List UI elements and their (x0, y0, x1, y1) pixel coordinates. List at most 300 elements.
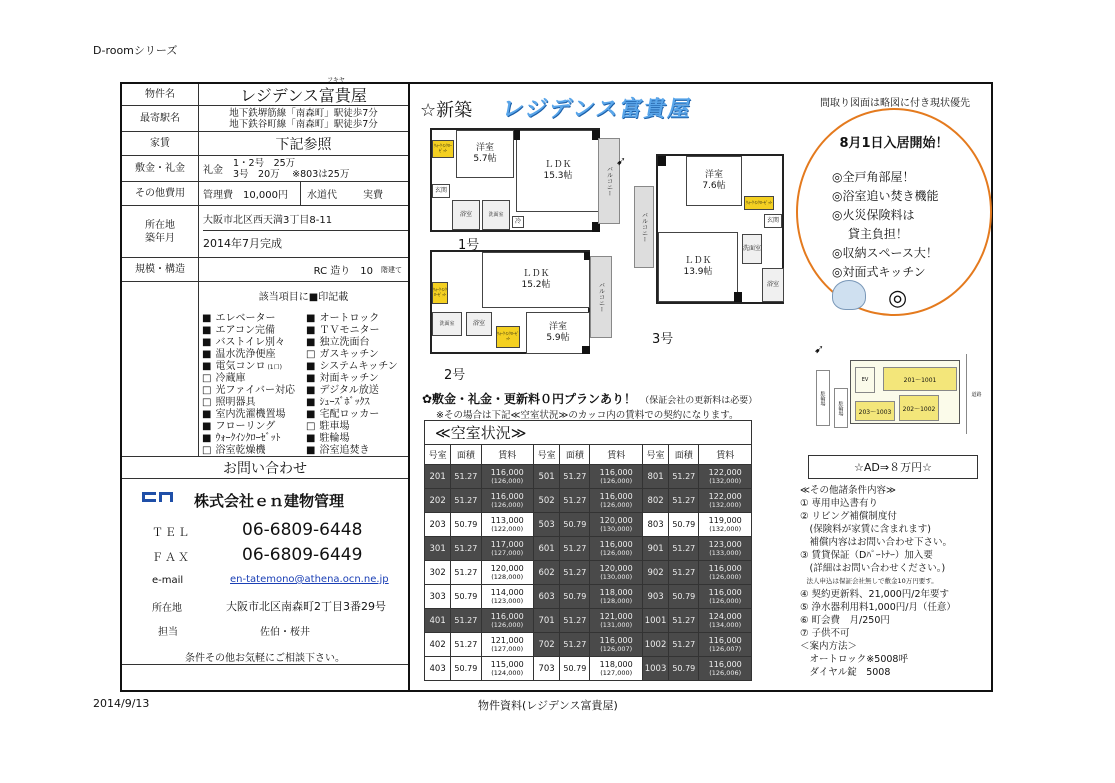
plan-panel (412, 84, 993, 690)
email-row (122, 573, 408, 593)
vacancy-table (424, 444, 752, 681)
plan-disclaimer: 間取り図面は略図に付き現状優先 (820, 98, 970, 109)
unit1-plan (430, 128, 600, 232)
promo-item: ◎収納スペース大！ (832, 246, 938, 260)
unit-area: 50.79 (669, 657, 699, 681)
unit2-bath: 浴室 (466, 312, 492, 336)
feature-mark: ■ (202, 433, 212, 444)
rent-value: 119,000 (708, 516, 742, 525)
feature-label: 照明器具 (215, 397, 256, 408)
unit2-ldk-size: 15.2帖 (521, 280, 551, 290)
office-label: 所在地 (152, 603, 182, 614)
vacancy-header: 号室 (425, 445, 451, 465)
rent-alt-value: (124,000) (491, 669, 524, 677)
unit-area: 51.27 (451, 561, 481, 585)
rent-value: 116,000 (599, 540, 633, 549)
feature-label: ｳｫｰｸｲﾝｸﾛｰｾﾞｯﾄ (215, 433, 281, 444)
unit2-label: 2号 (444, 368, 466, 383)
unit3-plan (656, 154, 784, 304)
rent-value: 117,000 (490, 540, 524, 549)
unit-number: 601 (533, 537, 559, 561)
table-row (425, 513, 752, 537)
feature-item (306, 444, 369, 457)
rent-value: 116,000 (599, 636, 633, 645)
unit-area: 51.27 (560, 465, 590, 489)
rent-alt-value: (126,007) (600, 645, 633, 653)
deposit-row (122, 156, 408, 182)
rent-value: 113,000 (490, 516, 524, 525)
unit-rent (699, 585, 752, 609)
conditions-list (800, 484, 990, 679)
staff-label: 担当 (158, 627, 178, 638)
vacancy-header: 賃料 (699, 445, 752, 465)
unit-number: 1002 (642, 633, 668, 657)
rent-alt-value: (127,000) (491, 549, 524, 557)
unit-number: 801 (642, 465, 668, 489)
vacancy-header: 賃料 (590, 445, 642, 465)
unit2-room-label: 洋室 (548, 322, 567, 333)
rent-alt-value: (130,000) (600, 525, 633, 533)
tel-label: ＴＥＬ (152, 526, 191, 539)
water-fee-label: 水道代 (307, 190, 337, 201)
condition-line: オートロック※5008呼 (800, 654, 908, 665)
rent-value: 116,000 (708, 564, 742, 573)
rent-alt-value: (126,000) (709, 573, 742, 581)
feature-label: 宅配ロッカー (319, 409, 380, 420)
feature-label: フローリング (215, 421, 276, 432)
unit-area: 51.27 (451, 609, 481, 633)
water-fee-value: 実費 (363, 190, 383, 201)
table-row (425, 585, 752, 609)
promo-item: ◎浴室追い焚き機能 (832, 189, 939, 203)
unit1-room-label: 洋室 (475, 143, 494, 154)
unit-rent (590, 609, 642, 633)
unit3-ldk-label: ＬＤＫ (684, 256, 712, 267)
feature-mark: ■ (202, 337, 212, 348)
rent-alt-value: (132,000) (709, 525, 742, 533)
unit3-balcony: バルコニー (634, 186, 654, 268)
feature-mark: ■ (202, 409, 212, 420)
rent-alt-value: (123,000) (491, 597, 524, 605)
condition-line: ⑦ 子供不可 (800, 628, 850, 639)
staff-names: 佐伯・桜井 (260, 627, 310, 638)
feature-mark: ■ (306, 433, 316, 444)
unit2-balcony: バルコニー (590, 256, 612, 338)
unit-area: 50.79 (451, 657, 481, 681)
feature-label: 浴室追焚き (319, 445, 370, 456)
unit-area: 51.27 (669, 489, 699, 513)
address-built-label (122, 206, 199, 257)
rent-value: 116,000 (599, 468, 633, 477)
unit-number: 503 (533, 513, 559, 537)
deposit-label: 敷金・礼金 (122, 156, 199, 181)
unit2-ldk (482, 252, 590, 308)
tel-value[interactable]: 06-6809-6448 (242, 520, 363, 540)
promo-list (832, 168, 938, 282)
site-map (816, 354, 986, 442)
unit-rent (481, 657, 533, 681)
feature-label: 温水洗浄便座 (215, 349, 276, 360)
fax-label: ＦＡＸ (152, 551, 191, 564)
rent-label: 家賃 (122, 132, 199, 155)
rent-value: 124,000 (708, 612, 742, 621)
promo-item: ◎全戸角部屋！ (832, 170, 915, 184)
promo-title: 8月1日入居開始！ (839, 136, 949, 151)
structure-values (199, 258, 408, 281)
unit-number: 301 (425, 537, 451, 561)
print-date: 2014/9/13 (93, 697, 150, 710)
unit-area: 51.27 (451, 489, 481, 513)
unit-area: 51.27 (669, 609, 699, 633)
other-fee-label: その他費用 (122, 182, 199, 205)
unit2-western-room (526, 312, 590, 354)
promo-circle (796, 108, 992, 316)
property-sheet (120, 77, 993, 692)
address-label: 所在地 (145, 219, 175, 231)
feature-mark: ■ (306, 313, 316, 324)
rent-value: 118,000 (599, 588, 633, 597)
rent-alt-value: (128,000) (491, 573, 524, 581)
unit-area: 51.27 (669, 561, 699, 585)
table-row (425, 561, 752, 585)
unit-rent (699, 657, 752, 681)
unit1-bath: 浴室 (452, 200, 480, 230)
feature-mark: ■ (202, 313, 212, 324)
unit-area: 50.79 (451, 513, 481, 537)
feature-label: 駐車場 (319, 421, 350, 432)
footer-title: 物件資料(レジデンス富貴屋) (478, 699, 618, 712)
unit-rent (481, 585, 533, 609)
deposit-values (199, 156, 408, 181)
table-row (425, 657, 752, 681)
compass-icon: ➹ (616, 154, 627, 168)
rent-alt-value: (133,000) (709, 549, 742, 557)
condition-line: ② リビング補償制度付 (800, 511, 897, 522)
fax-row (122, 545, 408, 569)
unit1-room-size: 5.7帖 (473, 154, 497, 164)
feature-label: ガスキッチン (319, 349, 379, 360)
rent-value: 116,000 (490, 612, 524, 621)
unit2-ldk-label: ＬＤＫ (522, 269, 550, 280)
address-built-values (199, 206, 408, 257)
unit-rent (590, 513, 642, 537)
feature-mark: ■ (306, 337, 316, 348)
site-ev: EV (855, 367, 875, 393)
promo-item: ◎対面式キッチン (832, 265, 926, 279)
unit-area: 51.27 (669, 465, 699, 489)
unit-area: 51.27 (669, 537, 699, 561)
rent-alt-value: (126,000) (600, 477, 633, 485)
station-values (199, 106, 408, 131)
rent-alt-value: (130,000) (600, 573, 633, 581)
property-name: レジデンス富貴屋 (240, 86, 367, 105)
unit-area: 51.27 (669, 633, 699, 657)
unit-number: 402 (425, 633, 451, 657)
unit-rent (481, 465, 533, 489)
unit1-fridge: 冷 (512, 216, 524, 228)
unit-number: 202 (425, 489, 451, 513)
vacancy-title: ≪空室状況≫ (424, 420, 752, 444)
unit-area: 51.27 (451, 633, 481, 657)
table-row (425, 465, 752, 489)
mgmt-fee: 管理費 10,000円 (199, 182, 301, 205)
feature-label: 電気コンロ (215, 361, 266, 372)
unit3-label: 3号 (652, 332, 674, 347)
unit-rent (481, 537, 533, 561)
feature-mark: ■ (202, 349, 212, 360)
unit-rent (590, 633, 642, 657)
feature-label: 駐輪場 (319, 433, 350, 444)
feature-label: オートロック (319, 313, 380, 324)
unit1-western-room (456, 130, 514, 178)
condition-line: ≪その他諸条件内容≫ (800, 485, 896, 496)
site-parking-right: 駐輪場 (834, 388, 848, 428)
built-label: 築年月 (145, 232, 175, 244)
unit2-closet-a: ｳｫｰｸｲﾝｸﾛｰｾﾞｯﾄ (432, 282, 448, 304)
rent-alt-value: (131,000) (600, 621, 633, 629)
unit-rent (481, 561, 533, 585)
unit2-room-size: 5.9帖 (546, 333, 570, 343)
unit-number: 203 (425, 513, 451, 537)
unit1-closet: ｳｫｰｸｲﾝｸﾛｰｾﾞｯﾄ (432, 140, 454, 158)
rent-value: 120,000 (599, 516, 633, 525)
rent-value: 118,000 (599, 660, 633, 669)
feature-label: デジタル放送 (319, 385, 379, 396)
rent-value: 116,000 (708, 636, 742, 645)
feature-label: システムキッチン (319, 361, 398, 372)
feature-mark: ■ (306, 445, 316, 456)
feature-note: (1口) (267, 364, 282, 371)
site-parking-left: 駐輪場 (816, 370, 830, 426)
unit-area: 50.79 (560, 585, 590, 609)
rent-value: 120,000 (599, 564, 633, 573)
unit1-ldk-size: 15.3帖 (543, 171, 573, 181)
feature-mark: ■ (202, 361, 212, 372)
unit-rent (590, 657, 642, 681)
feature-mark: ■ (202, 325, 212, 336)
rent-alt-value: (132,000) (709, 477, 742, 485)
condition-line: ① 専用申込書有り (800, 498, 879, 509)
unit1-ldk-label: ＬＤＫ (544, 160, 572, 171)
unit-number: 401 (425, 609, 451, 633)
feature-mark: ■ (306, 361, 316, 372)
feature-mark: ■ (306, 325, 316, 336)
feature-mark: □ (202, 397, 212, 408)
company-logo (142, 492, 173, 502)
unit-rent (590, 585, 642, 609)
condition-line: (保険料が家賃に含まれます) (800, 524, 931, 535)
table-row (425, 537, 752, 561)
promo-item: ◎火災保険料は (832, 208, 915, 222)
other-fee-row (122, 182, 408, 206)
unit1-label: 1号 (458, 238, 480, 253)
features-heading: 該当項目に■印記載 (258, 292, 349, 303)
campaign-main: ✿敷金・礼金・更新料０円プランあり！ (422, 392, 637, 406)
feature-mark: ■ (306, 373, 316, 384)
structure-value: RC 造り 10 (313, 266, 373, 277)
other-fee-values (199, 182, 408, 205)
email-label: e-mail (152, 575, 184, 586)
site-unit-b: 203〜1003 (855, 401, 895, 421)
feature-label: 室内洗濯機置場 (215, 409, 286, 420)
condition-line: ④ 契約更新料、21,000円/2年要す (800, 589, 950, 600)
unit-rent (590, 537, 642, 561)
condition-line: ⑥ 町会費 月/250円 (800, 615, 890, 626)
table-row (425, 609, 752, 633)
vacancy-header: 賃料 (481, 445, 533, 465)
site-building (850, 360, 960, 424)
unit-area: 51.27 (451, 537, 481, 561)
structure-row (122, 258, 408, 282)
feature-mark: ■ (202, 421, 212, 432)
unit-rent (590, 465, 642, 489)
unit-rent (481, 609, 533, 633)
unit-rent (699, 489, 752, 513)
rent-value: 120,000 (490, 564, 524, 573)
site-road: 道路 (966, 354, 986, 434)
email-link[interactable]: en-tatemono@athena.ocn.ne.jp (230, 574, 389, 585)
unit1-entrance: 玄関 (432, 184, 450, 198)
target-icon: ◎ (888, 286, 908, 311)
address-value: 大阪市北区西天満3丁目8-11 (203, 215, 333, 226)
unit1-balcony: バルコニー (598, 138, 620, 224)
rent-alt-value: (126,000) (491, 477, 524, 485)
company-name: 株式会社ｅｎ建物管理 (194, 492, 345, 510)
rent-value: 122,000 (708, 468, 742, 477)
built-value: 2014年7月完成 (203, 230, 408, 256)
features-label-cell (122, 282, 199, 456)
rent-value: 114,000 (490, 588, 524, 597)
rent-row (122, 132, 408, 156)
feature-mark: ■ (306, 409, 316, 420)
feature-mark: □ (202, 445, 212, 456)
feature-label: バストイレ別々 (215, 337, 285, 348)
rent-alt-value: (132,000) (709, 501, 742, 509)
vacancy-header: 号室 (533, 445, 559, 465)
office-address: 大阪市北区南森町2丁目3番29号 (226, 600, 386, 613)
deposit-line-2: 3号 20万 ※803は25万 (233, 168, 350, 180)
condition-line: (詳細はお問い合わせください。) (800, 563, 946, 574)
feature-mark: □ (202, 373, 212, 384)
unit3-room-label: 洋室 (704, 170, 723, 181)
unit-number: 803 (642, 513, 668, 537)
condition-line: 補償内容はお問い合わせ下さい。 (800, 537, 953, 548)
feature-label: エアコン完備 (215, 325, 275, 336)
unit-area: 51.27 (560, 633, 590, 657)
tel-row (122, 520, 408, 544)
unit-rent (481, 489, 533, 513)
staff-row (122, 621, 408, 639)
unit-number: 701 (533, 609, 559, 633)
feature-label: ｼｭｰｽﾞﾎﾞｯｸｽ (319, 397, 370, 408)
unit2-closet-b: ｳｫｰｸｲﾝｸﾛｰｾﾞｯﾄ (496, 326, 520, 348)
rent-value: 122,000 (708, 492, 742, 501)
station-line-1: 地下鉄堺筋線「南森町」駅徒歩7分 (229, 107, 378, 119)
unit-rent (590, 489, 642, 513)
promo-item: 貸主負担！ (832, 227, 908, 241)
unit-area: 51.27 (451, 465, 481, 489)
unit3-ldk (658, 232, 738, 302)
unit-rent (699, 561, 752, 585)
name-row (122, 77, 408, 106)
unit1-ldk (516, 130, 600, 212)
property-info-panel (122, 77, 410, 690)
feature-label: 浴室乾燥機 (215, 445, 266, 456)
rent-alt-value: (127,000) (600, 669, 633, 677)
vacancy-header: 面積 (451, 445, 481, 465)
unit-number: 901 (642, 537, 668, 561)
unit-number: 602 (533, 561, 559, 585)
campaign-line-2: ※その場合は下記≪空室状況≫のカッコ内の賃料での契約になります。 (436, 410, 739, 421)
unit3-room-size: 7.6帖 (702, 181, 726, 191)
contact-heading: お問い合わせ (223, 460, 307, 477)
station-row (122, 106, 408, 132)
unit1-wash: 洗面室 (482, 200, 510, 230)
station-label: 最寄駅名 (122, 106, 199, 131)
deposit-line-1: 1・2号 25万 (233, 157, 296, 169)
rent-value: 115,000 (490, 660, 524, 669)
rent-alt-value: (126,007) (709, 645, 742, 653)
features-row (122, 282, 408, 457)
rent-value: 下記参照 (275, 136, 332, 153)
feature-label: 光ファイバー対応 (215, 385, 296, 396)
unit-rent (699, 465, 752, 489)
feature-mark: □ (306, 421, 316, 432)
feature-mark: □ (202, 385, 212, 396)
rent-alt-value: (128,000) (600, 597, 633, 605)
rent-value: 121,000 (599, 612, 633, 621)
rent-alt-value: (126,006) (709, 669, 742, 677)
rent-value: 116,000 (708, 660, 742, 669)
unit-area: 51.27 (560, 489, 590, 513)
unit-area: 50.79 (560, 513, 590, 537)
feature-label: 冷蔵庫 (215, 373, 246, 384)
rent-alt-value: (126,000) (600, 549, 633, 557)
rent-value: 116,000 (490, 492, 524, 501)
unit-number: 403 (425, 657, 451, 681)
condition-line: 法人申込は保証会社無しで敷金10万円要す。 (800, 577, 938, 585)
unit-number: 703 (533, 657, 559, 681)
vacancy-header-row (425, 445, 752, 465)
rent-alt-value: (126,000) (600, 501, 633, 509)
station-line-2: 地下鉄谷町線「南森町」駅徒歩7分 (229, 118, 378, 130)
rent-alt-value: (126,000) (709, 597, 742, 605)
unit-rent (699, 609, 752, 633)
address-row (122, 206, 408, 258)
unit-rent (481, 633, 533, 657)
vacancy-header: 号室 (642, 445, 668, 465)
unit-number: 302 (425, 561, 451, 585)
feature-label: 独立洗面台 (319, 337, 370, 348)
rent-alt-value: (122,000) (491, 525, 524, 533)
unit-number: 303 (425, 585, 451, 609)
ad-box: ☆AD⇒８万円☆ (808, 455, 978, 479)
condition-line: ダイヤル錠 5008 (800, 667, 891, 678)
compass-icon-site: ➹ (814, 342, 825, 356)
name-label: 物件名 (122, 84, 199, 105)
unit-number: 903 (642, 585, 668, 609)
feature-label: 対面キッチン (319, 373, 379, 384)
rent-value: 123,000 (708, 540, 742, 549)
property-name-ruby: フキヤ (327, 77, 345, 84)
contact-note: 条件その他お気軽にご相談下さい。 (185, 653, 345, 664)
contact-heading-row (122, 457, 408, 479)
unit-rent (699, 513, 752, 537)
rent-alt-value: (126,000) (491, 621, 524, 629)
structure-suffix: 階建て (381, 265, 402, 274)
unit-rent (699, 633, 752, 657)
rent-value: 116,000 (708, 588, 742, 597)
